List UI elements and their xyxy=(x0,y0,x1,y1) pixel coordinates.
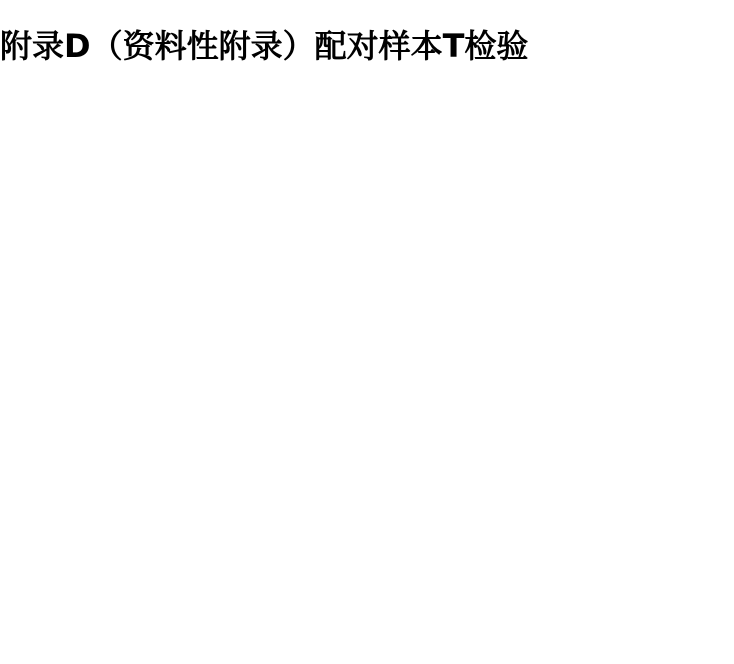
title: 附录D（资料性附录）配对样本T检验 xyxy=(0,27,529,66)
